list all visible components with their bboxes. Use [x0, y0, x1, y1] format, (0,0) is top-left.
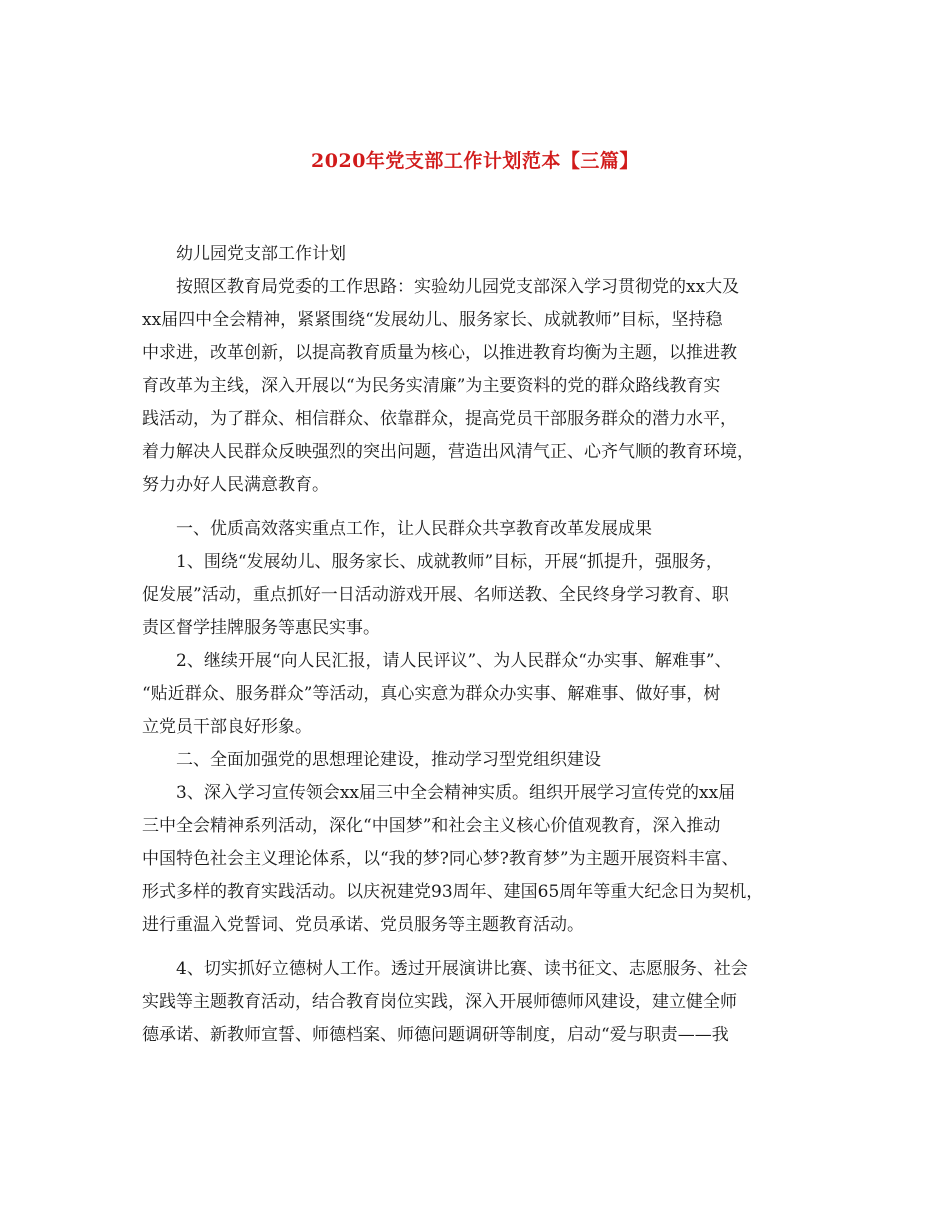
- text-line: 实践等主题教育活动，结合教育岗位实践，深入开展师德师风建设，建立健全师: [142, 992, 737, 1012]
- text-line: 育改革为主线，深入开展以“为民务实清廉”为主要资料的党的群众路线教育实: [142, 376, 721, 396]
- text-line: 责区督学挂牌服务等惠民实事。: [142, 618, 380, 638]
- text-line: 幼儿园党支部工作计划: [176, 244, 346, 264]
- text-line: 二、全面加强党的思想理论建设，推动学习型党组织建设: [176, 750, 601, 770]
- text-line: 1、围绕“发展幼儿、服务家长、成就教师”目标，开展“抓提升，强服务，: [176, 552, 723, 572]
- text-line: 三中全会精神系列活动，深化“中国梦”和社会主义核心价值观教育，深入推动: [142, 816, 721, 836]
- text-line: 2、继续开展“向人民汇报，请人民评议”、为人民群众“办实事、解难事”、: [176, 651, 732, 671]
- paragraph: [142, 238, 810, 271]
- paragraph-gap: [142, 502, 810, 513]
- paragraph: [142, 271, 810, 502]
- document-body: [142, 238, 810, 1052]
- text-line: 一、优质高效落实重点工作，让人民群众共享教育改革发展成果: [176, 519, 652, 539]
- text-line: 践活动，为了群众、相信群众、依靠群众，提高党员干部服务群众的潜力水平，: [142, 409, 737, 429]
- paragraph-gap: [142, 942, 810, 953]
- text-line: 进行重温入党誓词、党员承诺、党员服务等主题教育活动。: [142, 915, 584, 935]
- text-line: 按照区教育局党委的工作思路：实验幼儿园党支部深入学习贯彻党的xx大及: [176, 277, 740, 297]
- text-line: “贴近群众、服务群众”等活动，真心实意为群众办实事、解难事、做好事，树: [142, 684, 721, 704]
- text-line: 着力解决人民群众反映强烈的突出问题，营造出风清气正、心齐气顺的教育环境，: [142, 442, 754, 462]
- paragraph: [142, 953, 810, 1052]
- text-line: 促发展”活动，重点抓好一日活动游戏开展、名师送教、全民终身学习教育、职: [142, 585, 729, 605]
- paragraph: [142, 645, 810, 744]
- text-line: 立党员干部良好形象。: [142, 717, 312, 737]
- text-line: 3、深入学习宣传领会xx届三中全会精神实质。组织开展学习宣传党的xx届: [176, 783, 736, 803]
- paragraph: [142, 513, 810, 546]
- text-line: 中国特色社会主义理论体系，以“我的梦?同心梦?教育梦”为主题开展资料丰富、: [142, 849, 739, 869]
- text-line: 努力办好人民满意教育。: [142, 475, 329, 495]
- document-title: 2020年党支部工作计划范本【三篇】: [311, 150, 639, 172]
- text-line: 4、切实抓好立德树人工作。透过开展演讲比赛、读书征文、志愿服务、社会: [176, 959, 748, 979]
- text-line: 德承诺、新教师宣誓、师德档案、师德问题调研等制度，启动“爱与职责——我: [142, 1025, 729, 1045]
- paragraph: [142, 777, 810, 942]
- text-line: 形式多样的教育实践活动。以庆祝建党93周年、建国65周年等重大纪念日为契机，: [142, 882, 764, 902]
- paragraph: [142, 744, 810, 777]
- text-line: 中求进，改革创新，以提高教育质量为核心，以推进教育均衡为主题，以推进教: [142, 343, 737, 363]
- text-line: xx届四中全会精神，紧紧围绕“发展幼儿、服务家长、成就教师”目标，坚持稳: [142, 310, 723, 330]
- paragraph: [142, 546, 810, 645]
